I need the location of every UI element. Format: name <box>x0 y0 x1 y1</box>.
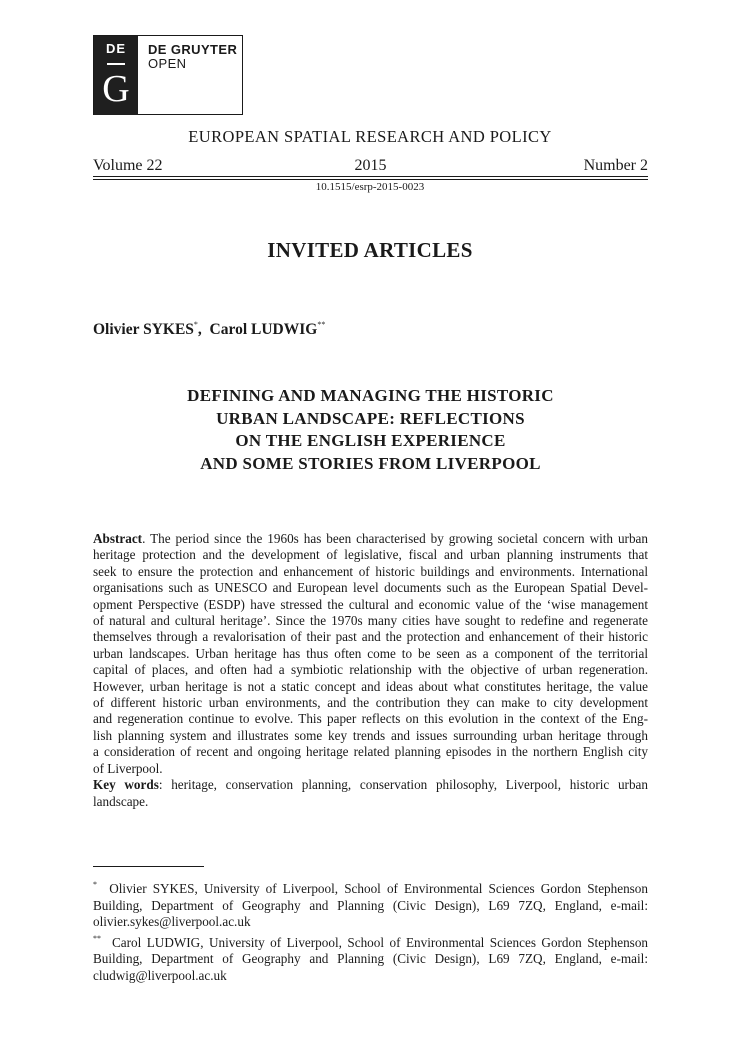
abstract-line: themselves through a revalorisation of their past and the protection and enhancement of their historic <box>93 629 648 645</box>
section-heading: INVITED ARTICLES <box>267 238 473 262</box>
title-line: URBAN LANDSCAPE: REFLECTIONS <box>216 408 525 428</box>
footnote-line: Building, Department of Geography and Planning (Civic Design), L69 7ZQ, England, e-mail: <box>93 897 648 913</box>
footnote-mark: * <box>93 880 97 889</box>
footnotes <box>93 877 648 985</box>
title-line: ON THE ENGLISH EXPERIENCE <box>235 431 506 450</box>
publisher-sub: OPEN <box>148 56 187 71</box>
title-line: AND SOME STORIES FROM LIVERPOOL <box>200 453 541 473</box>
abstract-line: of natural and cultural heritage’. Since the 1970s many cities have sought to redefine and regenerate <box>93 613 648 629</box>
logo-mark <box>94 36 138 115</box>
footnote-rule <box>93 866 204 867</box>
footnote-text: Olivier SYKES, University of Liverpool, School of Environmental Sciences Gordon Stephenson <box>109 881 648 896</box>
volume-row <box>93 157 648 177</box>
footnote-text: Carol LUDWIG, University of Liverpool, School of Environmental Sciences Gordon Stephenson <box>111 934 649 950</box>
author-mark: * <box>193 320 198 329</box>
logo-de-text: DE <box>105 41 127 56</box>
abstract-line: However, urban heritage is not a static concept and ideas about what constitutes heritage, the value <box>93 678 648 694</box>
year-label: 2015 <box>354 157 387 174</box>
number-label: Number 2 <box>583 157 648 174</box>
keywords-line <box>93 777 648 793</box>
abstract-line <box>93 531 648 547</box>
footnote <box>93 877 648 931</box>
keywords-text: : heritage, conservation planning, conservation philosophy, Liverpool, historic urban <box>158 777 648 793</box>
journal-title: EUROPEAN SPATIAL RESEARCH AND POLICY <box>188 127 552 146</box>
abstract-line: opment Perspective (ESDP) have stressed the cultural and economic value of the ‘wise management <box>93 596 648 612</box>
publisher-name: DE GRUYTER <box>148 42 238 57</box>
author-name: Carol LUDWIG <box>209 321 318 338</box>
abstract-line: of Liverpool. <box>93 760 163 776</box>
abstract-text: . The period since the 1960s has been characterised by growing societal concern with urban <box>142 531 648 546</box>
abstract-line: and regeneration continue to evolve. This paper reflects on this evolution in the context of the Eng- <box>93 711 648 727</box>
keywords-line: landscape. <box>93 793 149 809</box>
volume-label: Volume 22 <box>93 157 163 174</box>
doi: 10.1515/esrp-2015-0023 <box>315 181 425 193</box>
author-name: Olivier SYKES <box>93 321 194 338</box>
footnote-line <box>93 931 648 952</box>
logo-g-letter: G <box>102 68 130 110</box>
title-line: DEFINING AND MANAGING THE HISTORIC <box>187 386 554 405</box>
abstract-label: Abstract <box>93 531 143 546</box>
footnote-email[interactable]: olivier.sykes@liverpool.ac.uk <box>93 914 251 930</box>
authors: Olivier SYKES*, Carol LUDWIG** <box>93 320 326 338</box>
abstract <box>93 531 648 810</box>
abstract-line: urban landscapes. Urban heritage has thus often come to be seen as a component of the territorial <box>93 645 648 661</box>
author-mark: ** <box>317 320 326 329</box>
footnote-line <box>93 877 648 898</box>
footnote-line: Building, Department of Geography and Planning (Civic Design), L69 7ZQ, England, e-mail: <box>93 951 648 967</box>
abstract-line: lish planning system and illustrates some key trends and issues surrounding urban heritage through <box>93 727 648 743</box>
abstract-line: capital of places, and often had a symbiotic relationship with the objective of urban regeneration. <box>93 662 648 678</box>
publisher-logo <box>93 35 243 115</box>
keywords-label: Key words <box>93 777 159 793</box>
footnote <box>93 931 648 985</box>
abstract-line: of different historic urban environments, and the contribution they can make to city development <box>93 695 648 711</box>
logo-divider <box>107 63 125 65</box>
abstract-line: a consideration of recent and ongoing heritage related planning episodes in the northern English city <box>93 744 648 760</box>
article-title <box>93 385 648 475</box>
abstract-line: seek to ensure the protection and enhancement of historic buildings and environments. International <box>93 563 648 579</box>
footnote-email[interactable]: cludwig@liverpool.ac.uk <box>93 967 227 983</box>
abstract-line: organisations such as UNESCO and European level documents such as the European Spatial Devel- <box>93 580 648 596</box>
abstract-line: heritage protection and the development of legislative, fiscal and urban planning instruments that <box>93 547 648 563</box>
footnote-mark: ** <box>93 933 101 943</box>
